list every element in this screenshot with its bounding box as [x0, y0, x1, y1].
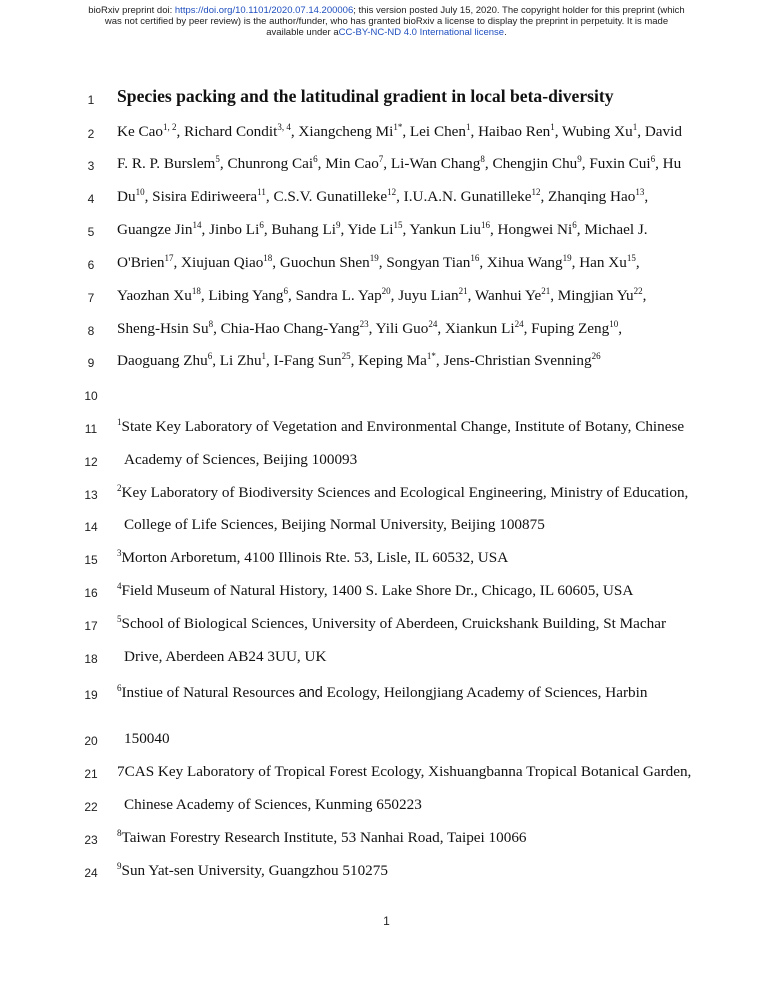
- author-text: , Xiujuan Qiao: [173, 254, 264, 271]
- affiliation-mark: 4: [117, 581, 122, 591]
- author-text: , Juyu Lian: [390, 287, 459, 304]
- author-text: , Hongwei Ni: [489, 221, 573, 238]
- affiliation-mark: 20: [381, 286, 391, 296]
- author-text: , I-Fang Sun: [266, 352, 342, 369]
- manuscript-line: [0, 795, 773, 819]
- author-text: , Lei Chen: [402, 123, 466, 140]
- author-text: , Sisira Ediriweera: [144, 188, 258, 205]
- manuscript-line: [0, 828, 773, 852]
- line-number: 12: [84, 455, 98, 469]
- affiliation-mark: 21: [541, 286, 551, 296]
- affiliation-mark: 19: [562, 253, 572, 263]
- author-text: , Chunrong Cai: [219, 155, 314, 172]
- manuscript-line: [0, 861, 773, 885]
- affiliation-text: School of Biological Sciences, University of Aberdeen, Cruickshank Building, St Machar: [121, 615, 667, 632]
- affiliation-mark: 1: [550, 122, 555, 132]
- author-text: , Xihua Wang: [479, 254, 563, 271]
- affiliation-mark: 5: [215, 154, 220, 164]
- line-number: 13: [84, 488, 98, 502]
- author-text: , Yankun Liu: [402, 221, 481, 238]
- doi-link[interactable]: https://doi.org/10.1101/2020.07.14.200006: [174, 5, 354, 16]
- affiliation-mark: 8: [480, 154, 485, 164]
- affiliation-mark: 12: [531, 187, 541, 197]
- author-text: , Jens-Christian Svenning: [435, 352, 592, 369]
- affiliation-mark: 1*: [393, 122, 403, 132]
- header-line-2: was not certified by peer review) is the author/funder, who has granted bioRxiv a license to display the preprint in perpetuity. It is made: [104, 16, 669, 27]
- affiliation-mark: 1, 2: [162, 122, 177, 132]
- affiliation-mark: 2: [117, 483, 122, 493]
- affiliation-mark: 6: [572, 220, 577, 230]
- affiliation-mark: 1: [261, 351, 267, 361]
- author-text: , Xiangcheng Mi: [290, 123, 394, 140]
- affiliation-8: [117, 829, 757, 847]
- author-text: , Songyan Tian: [378, 254, 471, 271]
- affiliation-mark: 18: [191, 286, 201, 296]
- author-text: , Han Xu: [571, 254, 627, 271]
- author-text: , Mingjian Yu: [550, 287, 634, 304]
- author-text: Yaozhan Xu: [117, 287, 192, 304]
- affiliation-mark: 18: [263, 253, 273, 263]
- line-number: 21: [84, 767, 98, 781]
- header-prefix: bioRxiv preprint doi:: [88, 5, 175, 16]
- affiliation-mark: 6: [650, 154, 656, 164]
- author-text: ,: [618, 320, 623, 337]
- author-line: [117, 188, 757, 206]
- author-text: , Keping Ma: [350, 352, 427, 369]
- author-text: Ke Cao: [117, 123, 163, 140]
- author-line: [117, 221, 757, 239]
- manuscript-line: [0, 483, 773, 507]
- affiliation-2-continued: College of Life Sciences, Beijing Normal University, Beijing 100875: [124, 516, 545, 533]
- author-text: , Haibao Ren: [470, 123, 551, 140]
- line-number: 11: [84, 422, 98, 436]
- manuscript-line: [0, 253, 773, 277]
- affiliation-mark: 26: [591, 351, 601, 361]
- line-number: 16: [84, 586, 98, 600]
- affiliation-mark: 3: [117, 548, 122, 558]
- page-number: 1: [383, 914, 390, 928]
- manuscript-line: [0, 154, 773, 178]
- affiliation-text: Taiwan Forestry Research Institute, 53 Nanhai Road, Taipei 10066: [121, 829, 527, 846]
- line-number: 14: [84, 520, 98, 534]
- affiliation-mark: 8: [117, 828, 122, 838]
- author-text: Guangze Jin: [117, 221, 193, 238]
- author-text: , Xiankun Li: [437, 320, 515, 337]
- manuscript-line: [0, 187, 773, 211]
- author-text: , Yide Li: [340, 221, 394, 238]
- affiliation-text: Field Museum of Natural History, 1400 S. Lake Shore Dr., Chicago, IL 60605, USA: [121, 582, 634, 599]
- manuscript-line: [0, 88, 773, 112]
- affiliation-mark: 6: [313, 154, 318, 164]
- header-posted-text: ; this version posted July 15, 2020. The copyright holder for this preprint (which: [353, 5, 685, 16]
- affiliation-5-continued: Drive, Aberdeen AB24 3UU, UK: [124, 648, 327, 665]
- manuscript-line: [0, 351, 773, 375]
- manuscript-line: [0, 581, 773, 605]
- author-text: , C.S.V. Gunatilleke: [265, 188, 388, 205]
- author-text: , Wanhui Ye: [467, 287, 542, 304]
- affiliation-mark: 16: [470, 253, 480, 263]
- affiliation-mark: 10: [609, 319, 619, 329]
- author-text: , Fuxin Cui: [581, 155, 651, 172]
- affiliation-text: State Key Laboratory of Vegetation and Environmental Change, Institute of Botany, Chinese: [121, 418, 685, 435]
- manuscript-line: [0, 384, 773, 408]
- author-line: [117, 287, 757, 305]
- line-number: 1: [87, 93, 95, 107]
- affiliation-9: [117, 862, 757, 880]
- author-text: , Sandra L. Yap: [288, 287, 382, 304]
- author-text: , Li-Wan Chang: [383, 155, 481, 172]
- author-text: , Libing Yang: [200, 287, 284, 304]
- line-number: 4: [87, 192, 95, 206]
- affiliation-mark: 15: [393, 220, 403, 230]
- affiliation-1: [117, 418, 757, 436]
- affiliation-3: [117, 549, 757, 567]
- manuscript-line: [0, 647, 773, 671]
- author-text: Du: [117, 188, 136, 205]
- author-text: , Michael J.: [576, 221, 648, 238]
- affiliation-mark: 6: [117, 683, 122, 693]
- affiliation-mark: 14: [192, 220, 202, 230]
- author-text: , Fuping Zeng: [523, 320, 610, 337]
- manuscript-line: [0, 762, 773, 786]
- affiliation-mark: 21: [458, 286, 468, 296]
- author-text: ,: [635, 254, 640, 271]
- manuscript-line: [0, 515, 773, 539]
- author-text: ,: [644, 188, 649, 205]
- author-text: , David: [637, 123, 682, 140]
- manuscript-line: [0, 286, 773, 310]
- affiliation-2: [117, 484, 757, 502]
- affiliation-mark: 24: [514, 319, 524, 329]
- manuscript-line: [0, 614, 773, 638]
- affiliation-mark: 24: [428, 319, 438, 329]
- author-line: [117, 155, 757, 173]
- affiliation-mark: 6: [283, 286, 289, 296]
- affiliation-7: 7CAS Key Laboratory of Tropical Forest Ecology, Xishuangbanna Tropical Botanical Garden,: [117, 763, 692, 780]
- affiliation-mark: 6: [207, 351, 213, 361]
- line-number: 24: [84, 866, 98, 880]
- manuscript-line: [0, 417, 773, 441]
- affiliation-text: Key Laboratory of Biodiversity Sciences and Ecological Engineering, Ministry of Education,: [121, 484, 689, 501]
- author-text: , Chengjin Chu: [484, 155, 578, 172]
- affiliation-text: Instiue of Natural Resources: [121, 684, 299, 701]
- line-number: 2: [87, 127, 95, 141]
- header-period: .: [504, 27, 507, 38]
- line-number: 19: [84, 688, 98, 702]
- line-number: 7: [87, 291, 95, 305]
- author-text: F. R. P. Burslem: [117, 155, 216, 172]
- line-number: 23: [84, 833, 98, 847]
- line-number: 20: [84, 734, 98, 748]
- header-line-3: [60, 27, 713, 38]
- affiliation-mark: 1: [632, 122, 638, 132]
- author-text: , Wubing Xu: [554, 123, 633, 140]
- affiliation-mark: 9: [577, 154, 582, 164]
- author-text: , Yili Guo: [368, 320, 429, 337]
- header-line-1: [60, 5, 713, 16]
- paper-title: Species packing and the latitudinal gradient in local beta-diversity: [117, 86, 614, 106]
- affiliation-text: Ecology, Heilongjiang Academy of Sciences, Harbin: [322, 684, 648, 701]
- line-number: 18: [84, 652, 98, 666]
- affiliation-mark: 1: [117, 417, 122, 427]
- affiliation-mark: 11: [257, 187, 266, 197]
- author-text: , Zhanqing Hao: [540, 188, 636, 205]
- affiliation-mark: 16: [480, 220, 490, 230]
- affiliation-mark: 22: [633, 286, 643, 296]
- manuscript-line: [0, 450, 773, 474]
- affiliation-text: Morton Arboretum, 4100 Illinois Rte. 53, Lisle, IL 60532, USA: [121, 549, 509, 566]
- author-text: Daoguang Zhu: [117, 352, 208, 369]
- affiliation-mark: 9: [117, 861, 122, 871]
- author-text: Sheng-Hsin Su: [117, 320, 209, 337]
- line-number: 10: [84, 389, 98, 403]
- line-number: 15: [84, 553, 98, 567]
- affiliation-mark: 12: [387, 187, 397, 197]
- manuscript-line: [0, 729, 773, 753]
- affiliation-5: [117, 615, 757, 633]
- license-link[interactable]: CC-BY-NC-ND 4.0 International license: [338, 27, 505, 38]
- preprint-header: [60, 5, 713, 38]
- affiliation-mark: 19: [369, 253, 379, 263]
- affiliation-text: Sun Yat-sen University, Guangzhou 510275: [121, 862, 388, 879]
- author-line: [117, 254, 757, 272]
- line-number: 8: [87, 324, 95, 338]
- affiliation-mark: 7: [378, 154, 384, 164]
- affiliation-mark: 9: [335, 220, 341, 230]
- author-line: [117, 123, 757, 141]
- author-text: , Jinbo Li: [201, 221, 260, 238]
- author-line: [117, 352, 757, 370]
- author-text: , Buhang Li: [263, 221, 336, 238]
- affiliation-conjunction: and: [298, 685, 323, 701]
- line-number: 3: [87, 159, 95, 173]
- line-number: 6: [87, 258, 95, 272]
- manuscript-line: [0, 548, 773, 572]
- author-text: , Guochun Shen: [272, 254, 370, 271]
- author-text: , Min Cao: [317, 155, 379, 172]
- affiliation-mark: 25: [341, 351, 351, 361]
- author-text: , Li Zhu: [212, 352, 262, 369]
- affiliation-mark: 10: [135, 187, 145, 197]
- author-text: , Richard Condit: [176, 123, 278, 140]
- manuscript-line: [0, 220, 773, 244]
- affiliation-6-continued: 150040: [124, 730, 170, 747]
- affiliation-mark: 3, 4: [277, 122, 291, 132]
- affiliation-mark: 5: [117, 614, 122, 624]
- line-number: 9: [87, 356, 95, 370]
- affiliation-mark: 17: [164, 253, 174, 263]
- affiliation-6: [117, 684, 757, 702]
- line-number: 17: [84, 619, 98, 633]
- line-number: 5: [87, 225, 95, 239]
- affiliation-mark: 15: [626, 253, 636, 263]
- affiliation-mark: 6: [259, 220, 264, 230]
- affiliation-mark: 1: [466, 122, 471, 132]
- author-text: , I.U.A.N. Gunatilleke: [396, 188, 532, 205]
- manuscript-line: [0, 319, 773, 343]
- affiliation-7-continued: Chinese Academy of Sciences, Kunming 650223: [124, 796, 422, 813]
- manuscript-line: [0, 122, 773, 146]
- author-text: , Hu: [655, 155, 682, 172]
- affiliation-mark: 13: [635, 187, 645, 197]
- affiliation-mark: 1*: [426, 351, 436, 361]
- author-text: O'Brien: [117, 254, 165, 271]
- affiliation-mark: 8: [208, 319, 214, 329]
- affiliation-mark: 23: [359, 319, 369, 329]
- author-line: [117, 320, 757, 338]
- affiliation-4: [117, 582, 757, 600]
- header-available-text: available under a: [266, 27, 339, 38]
- author-text: , Chia-Hao Chang-Yang: [213, 320, 360, 337]
- affiliation-1-continued: Academy of Sciences, Beijing 100093: [124, 451, 358, 468]
- manuscript-line: [0, 683, 773, 707]
- author-text: ,: [642, 287, 647, 304]
- line-number: 22: [84, 800, 98, 814]
